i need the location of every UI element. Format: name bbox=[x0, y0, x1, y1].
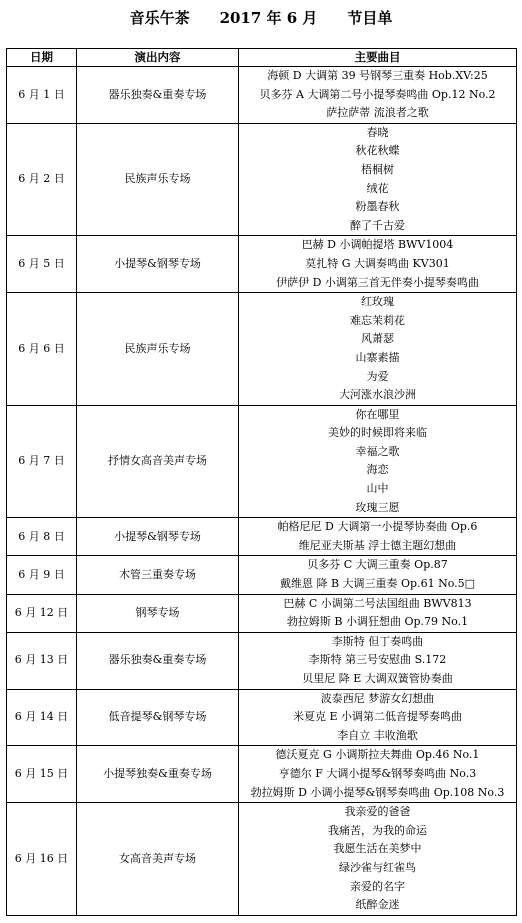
row-date: 6 月 5 日 bbox=[7, 236, 77, 293]
piece-item: 李斯特 第三号安慰曲 S.172 bbox=[308, 653, 447, 667]
row-performance-type: 民族声乐专场 bbox=[77, 123, 239, 236]
piece-item: 幸福之歌 bbox=[355, 444, 400, 458]
row-date: 6 月 9 日 bbox=[7, 556, 77, 594]
row-pieces bbox=[239, 518, 517, 556]
piece-item: 山寨素描 bbox=[355, 350, 400, 364]
piece-item: 萨拉萨蒂 流浪者之歌 bbox=[326, 106, 429, 120]
table-row bbox=[7, 556, 517, 594]
piece-item: 风萧瑟 bbox=[361, 332, 394, 346]
piece-item: 贝多芬 C 大调三重奏 Op.87 bbox=[307, 558, 448, 572]
row-performance-type: 低音提琴&钢琴专场 bbox=[77, 689, 239, 746]
row-pieces bbox=[239, 67, 517, 124]
row-pieces bbox=[239, 123, 517, 236]
table-row bbox=[7, 594, 517, 632]
row-pieces bbox=[239, 405, 517, 518]
row-pieces bbox=[239, 236, 517, 293]
row-date: 6 月 13 日 bbox=[7, 632, 77, 689]
piece-item: 米夏克 E 小调第二低音提琴奏鸣曲 bbox=[292, 710, 463, 724]
piece-item: 我亲爱的爸爸 bbox=[344, 805, 411, 819]
row-performance-type: 钢琴专场 bbox=[77, 594, 239, 632]
program-rows bbox=[7, 67, 517, 916]
piece-item: 波泰西尼 梦游女幻想曲 bbox=[320, 691, 435, 705]
row-performance-type: 女高音美声专场 bbox=[77, 803, 239, 916]
piece-item: 春晓 bbox=[366, 125, 389, 139]
piece-item: 难忘茉莉花 bbox=[350, 313, 405, 327]
row-pieces bbox=[239, 689, 517, 746]
table-row bbox=[7, 746, 517, 803]
row-pieces bbox=[239, 632, 517, 689]
piece-item: 维尼亚夫斯基 浮士德主题幻想曲 bbox=[298, 538, 457, 552]
piece-item: 德沃夏克 G 小调斯拉夫舞曲 Op.46 No.1 bbox=[275, 748, 480, 762]
table-row bbox=[7, 632, 517, 689]
row-date: 6 月 1 日 bbox=[7, 67, 77, 124]
piece-item: 亨德尔 F 大调小提琴&钢琴奏鸣曲 No.3 bbox=[278, 766, 477, 780]
piece-item: 粉墨春秋 bbox=[355, 200, 400, 214]
row-performance-type: 民族声乐专场 bbox=[77, 293, 239, 406]
piece-item: 李自立 丰收渔歌 bbox=[337, 728, 418, 742]
table-row bbox=[7, 236, 517, 293]
piece-item: 纸醉金迷 bbox=[355, 898, 400, 912]
row-performance-type: 木管三重奏专场 bbox=[77, 556, 239, 594]
table-header-row bbox=[7, 49, 517, 67]
piece-item: 秋花秋蝶 bbox=[355, 144, 400, 158]
piece-item: 贝里尼 降 E 大调双簧管协奏曲 bbox=[302, 672, 453, 685]
piece-item: 山中 bbox=[366, 482, 389, 496]
row-performance-type: 小提琴&钢琴专场 bbox=[77, 518, 239, 556]
table-row bbox=[7, 293, 517, 406]
table-row bbox=[7, 803, 517, 916]
row-performance-type: 器乐独奏&重奏专场 bbox=[77, 632, 239, 689]
row-date: 6 月 15 日 bbox=[7, 746, 77, 803]
row-pieces bbox=[239, 293, 517, 406]
piece-item: 为爱 bbox=[366, 369, 389, 383]
piece-item: 李斯特 但丁奏鸣曲 bbox=[331, 634, 424, 648]
piece-item: 伊萨伊 D 小调第三首无伴奏小提琴奏鸣曲 bbox=[276, 275, 479, 289]
row-date: 6 月 6 日 bbox=[7, 293, 77, 406]
header-performance-type: 演出内容 bbox=[77, 49, 239, 67]
row-performance-type: 小提琴独奏&重奏专场 bbox=[77, 746, 239, 803]
row-performance-type: 小提琴&钢琴专场 bbox=[77, 236, 239, 293]
piece-item: 巴赫 D 小调帕提塔 BWV1004 bbox=[301, 238, 454, 252]
piece-item: 我痛苦，为我的命运 bbox=[328, 823, 427, 837]
table-row bbox=[7, 123, 517, 236]
row-date: 6 月 2 日 bbox=[7, 123, 77, 236]
header-date: 日期 bbox=[7, 49, 77, 67]
piece-item: 美妙的时候即将来临 bbox=[328, 426, 427, 440]
piece-item: 你在哪里 bbox=[355, 407, 400, 421]
piece-item: 梧桐树 bbox=[361, 162, 394, 176]
row-date: 6 月 12 日 bbox=[7, 594, 77, 632]
row-pieces bbox=[239, 556, 517, 594]
piece-item: 勃拉姆斯 B 小调狂想曲 Op.79 No.1 bbox=[286, 615, 469, 629]
piece-item: 大河涨水浪沙洲 bbox=[339, 388, 416, 402]
table-row bbox=[7, 518, 517, 556]
piece-item: 帕格尼尼 D 大调第一小提琴协奏曲 Op.6 bbox=[277, 520, 478, 534]
piece-item: 玫瑰三愿 bbox=[355, 500, 400, 514]
piece-item: 绒花 bbox=[366, 181, 389, 195]
row-performance-type: 抒情女高音美声专场 bbox=[77, 405, 239, 518]
piece-item: 戴维恩 降 B 大调三重奏 Op.61 No.5□ bbox=[279, 577, 476, 591]
piece-item: 勃拉姆斯 D 小调小提琴&钢琴奏鸣曲 Op.108 No.3 bbox=[250, 785, 505, 799]
piece-item: 红玫瑰 bbox=[361, 295, 394, 309]
row-date: 6 月 14 日 bbox=[7, 689, 77, 746]
piece-item: 绿沙雀与红雀鸟 bbox=[339, 860, 416, 874]
row-performance-type: 器乐独奏&重奏专场 bbox=[77, 67, 239, 124]
piece-item: 海恋 bbox=[366, 463, 389, 477]
row-date: 6 月 8 日 bbox=[7, 518, 77, 556]
program-table bbox=[6, 48, 517, 916]
piece-item: 我愿生活在美梦中 bbox=[333, 842, 422, 856]
header-main-pieces: 主要曲目 bbox=[239, 49, 517, 67]
table-row bbox=[7, 405, 517, 518]
table-row bbox=[7, 67, 517, 124]
row-date: 6 月 7 日 bbox=[7, 405, 77, 518]
schedule-title: 音乐午茶 2017 年 6 月 节目单 bbox=[129, 8, 393, 27]
row-pieces bbox=[239, 746, 517, 803]
piece-item: 醉了千古爱 bbox=[350, 218, 405, 232]
row-pieces bbox=[239, 803, 517, 916]
piece-item: 贝多芬 A 大调第二号小提琴奏鸣曲 Op.12 No.2 bbox=[259, 87, 496, 101]
piece-item: 巴赫 C 小调第二号法国组曲 BWV813 bbox=[283, 596, 472, 610]
table-row bbox=[7, 689, 517, 746]
piece-item: 海顿 D 大调第 39 号钢琴三重奏 Hob.XV:25 bbox=[267, 69, 488, 82]
row-date: 6 月 16 日 bbox=[7, 803, 77, 916]
piece-item: 亲爱的名字 bbox=[350, 879, 405, 893]
piece-item: 莫扎特 G 大调奏鸣曲 KV301 bbox=[305, 256, 450, 270]
row-pieces bbox=[239, 594, 517, 632]
